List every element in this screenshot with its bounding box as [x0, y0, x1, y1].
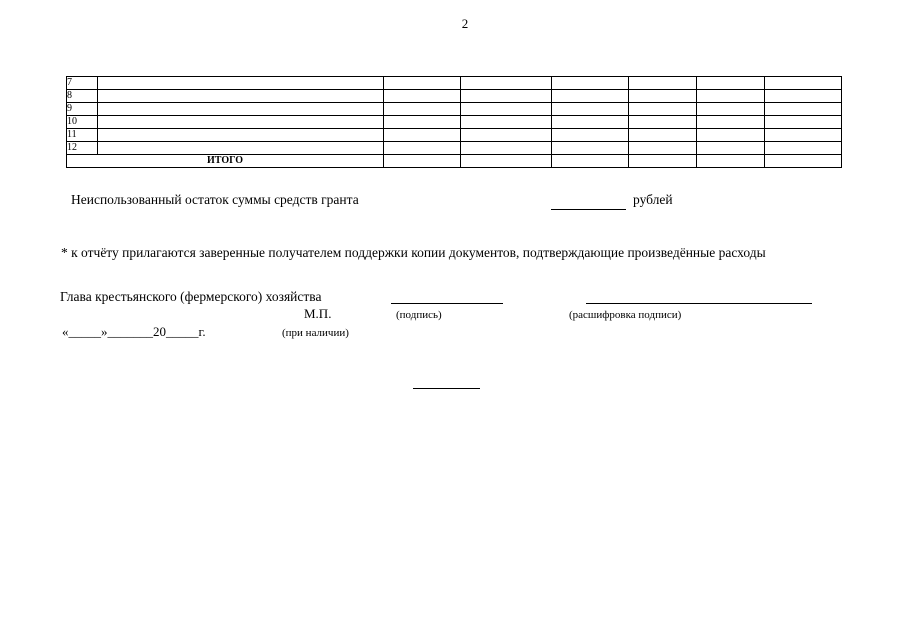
attachment-note: * к отчёту прилагаются заверенные получателем поддержки копии документов, подтверждающие произведённые расходы — [61, 245, 766, 260]
table-cell — [552, 116, 629, 129]
remainder-unit: рублей — [633, 192, 673, 207]
table-cell — [629, 90, 697, 103]
table-cell — [765, 129, 842, 142]
table-cell — [697, 155, 765, 168]
date-field: «_____»_______20_____г. — [62, 324, 206, 339]
table-cell — [697, 142, 765, 155]
table-cell — [765, 142, 842, 155]
row-number: 7 — [67, 77, 98, 90]
table-cell — [629, 142, 697, 155]
row-number: 8 — [67, 90, 98, 103]
table-row — [67, 142, 842, 155]
table-cell — [552, 155, 629, 168]
table-row — [67, 129, 842, 142]
table-cell — [552, 77, 629, 90]
table-cell — [461, 90, 552, 103]
table-cell — [98, 90, 384, 103]
end-line — [413, 388, 480, 389]
table-row — [67, 116, 842, 129]
table-cell — [552, 103, 629, 116]
table-cell — [697, 77, 765, 90]
table-cell — [765, 116, 842, 129]
table-cell — [629, 155, 697, 168]
signature-line — [391, 303, 503, 304]
row-number: 10 — [67, 116, 98, 129]
table-cell — [461, 103, 552, 116]
table-cell — [98, 103, 384, 116]
presence-caption: (при наличии) — [282, 327, 349, 339]
table-row — [67, 90, 842, 103]
table-cell — [552, 90, 629, 103]
table-cell — [697, 103, 765, 116]
expense-table — [66, 76, 842, 168]
table-row — [67, 77, 842, 90]
signature-caption: (подпись) — [396, 309, 442, 321]
table-cell — [629, 129, 697, 142]
remainder-label: Неиспользованный остаток суммы средств гранта — [71, 192, 359, 207]
table-cell — [629, 103, 697, 116]
stamp-label: М.П. — [304, 306, 332, 321]
table-cell — [765, 155, 842, 168]
table-cell — [765, 103, 842, 116]
signature-decode-caption: (расшифровка подписи) — [569, 309, 682, 321]
total-label: ИТОГО — [67, 155, 384, 168]
table-cell — [98, 129, 384, 142]
table-cell — [98, 77, 384, 90]
table-cell — [384, 129, 461, 142]
table-cell — [697, 116, 765, 129]
table-cell — [765, 90, 842, 103]
table-cell — [461, 77, 552, 90]
table-cell — [552, 129, 629, 142]
table-body — [67, 77, 842, 155]
table-cell — [697, 129, 765, 142]
signature-decode-line — [586, 303, 812, 304]
table-row — [67, 103, 842, 116]
table-cell — [384, 155, 461, 168]
table-cell — [629, 77, 697, 90]
amount-blank-line — [551, 209, 626, 210]
page-number: 2 — [461, 16, 469, 31]
table-cell — [765, 77, 842, 90]
table-cell — [461, 116, 552, 129]
table-cell — [461, 142, 552, 155]
table-cell — [629, 116, 697, 129]
table-cell — [98, 116, 384, 129]
table-cell — [98, 142, 384, 155]
table-cell — [552, 142, 629, 155]
table-cell — [384, 90, 461, 103]
row-number: 11 — [67, 129, 98, 142]
total-row — [67, 155, 842, 168]
table-cell — [384, 142, 461, 155]
table-cell — [384, 103, 461, 116]
table-cell — [461, 129, 552, 142]
table-cell — [384, 116, 461, 129]
table-cell — [697, 90, 765, 103]
row-number: 9 — [67, 103, 98, 116]
head-of-farm-label: Глава крестьянского (фермерского) хозяйства — [60, 289, 322, 304]
table-cell — [384, 77, 461, 90]
table-cell — [461, 155, 552, 168]
row-number: 12 — [67, 142, 98, 155]
